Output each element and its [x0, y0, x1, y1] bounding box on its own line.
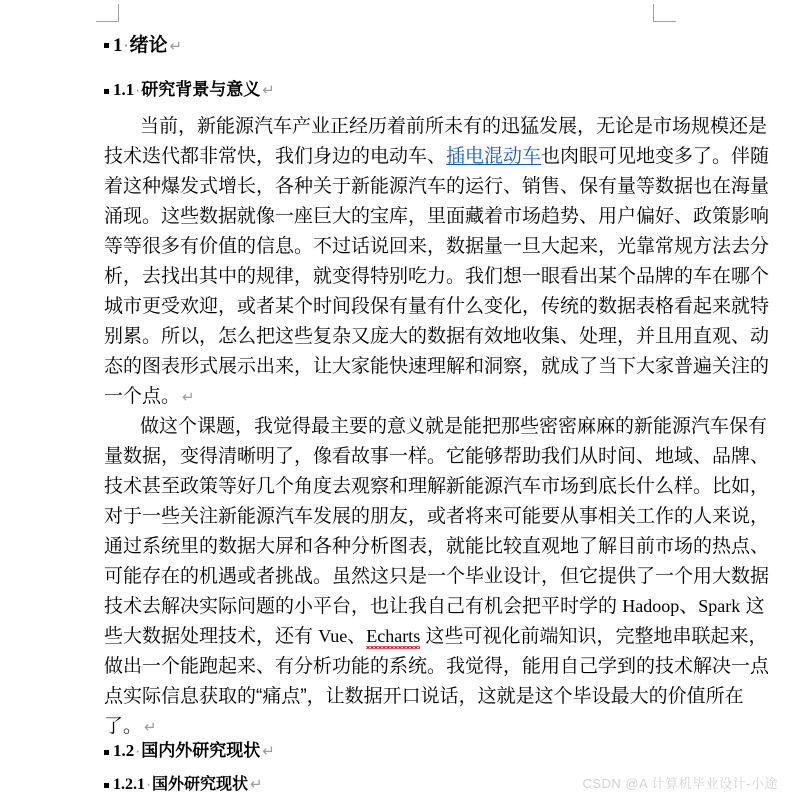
outline-marker-icon — [104, 783, 109, 788]
term-echarts-text: Echarts — [366, 626, 421, 646]
heading-1-number: 1 — [113, 35, 123, 56]
paragraph-text-segment: 些大数据处理技术，还有 — [104, 626, 319, 647]
paragraph-line: 点实际信息获取的“痛点”，让数据开口说话，这就是这个毕设最大的价值所在 — [104, 686, 744, 707]
paragraph-line: 可能存在的机遇或者挑战。虽然这只是一个毕业设计，但它提供了一个用大数据 — [104, 566, 770, 587]
heading-number-separator — [123, 35, 130, 57]
paragraph-text-segment: 技术迭代都非常快，我们身边的电动车、 — [104, 146, 447, 167]
heading-number-separator — [145, 776, 152, 794]
paragraph-text-segment: 这些可视化前端知识，完整地串联起来， — [420, 626, 768, 647]
outline-marker-icon — [104, 750, 109, 755]
heading-1-2-title: 国内外研究现状 — [141, 741, 261, 760]
paragraph-line: 当前，新能源汽车产业正经历着前所未有的迅猛发展，无论是市场规模还是 — [140, 116, 768, 137]
paragraph-line — [104, 147, 769, 166]
page-corner-mark-top-left — [96, 4, 120, 26]
paragraph-mark-icon: ↵ — [169, 37, 183, 55]
paragraph-line: 等等很多有价值的信息。不过话说回来，数据量一旦大起来，光靠常规方法去分 — [104, 236, 770, 257]
page-corner-mark-top-right — [650, 4, 676, 26]
paragraph-line: 技术甚至政策等好几个角度去观察和理解新能源汽车市场到底长什么样。比如， — [104, 476, 770, 497]
heading-1-1-title: 研究背景与意义 — [141, 80, 261, 99]
paragraph-line: 着这种爆发式增长，各种关于新能源汽车的运行、销售、保有量等数据也在海量 — [104, 176, 770, 197]
term-spark: Spark — [698, 596, 741, 616]
heading-1-2-1-title: 国外研究现状 — [152, 776, 249, 793]
term-vue: Vue — [318, 626, 348, 646]
heading-1-1-number: 1.1 — [113, 80, 135, 99]
outline-marker-icon — [104, 89, 109, 94]
paragraph-text-segment: 这 — [740, 596, 765, 617]
paragraph-line — [104, 717, 157, 737]
paragraph-text-segment: 一个点。 — [104, 386, 181, 407]
heading-1-2-number: 1.2 — [113, 741, 135, 760]
list-separator: 、 — [347, 626, 367, 647]
paragraph-mark-icon: ↵ — [262, 81, 275, 99]
paragraph-line: 对于一些关注新能源汽车发展的朋友，或者将来可能要从事相关工作的人来说， — [104, 506, 770, 527]
heading-1-2-1-number: 1.2.1 — [113, 776, 145, 793]
hyperlink-plugin-hybrid-vehicle[interactable]: 插电混动车 — [446, 146, 542, 167]
paragraph-line: 量数据，变得清晰明了，像看故事一样。它能够帮助我们从时间、地域、品牌、 — [104, 446, 770, 467]
paragraph-line: 通过系统里的数据大屏和各种分析图表，就能比较直观地了解目前市场的热点、 — [104, 536, 770, 557]
paragraph-line — [104, 387, 195, 407]
paragraph-mark-icon: ↵ — [250, 775, 263, 793]
heading-1-introduction — [104, 30, 182, 57]
spellcheck-underline-icon — [366, 646, 420, 649]
list-separator: 、 — [679, 596, 699, 617]
heading-1-title: 绪论 — [129, 35, 168, 56]
watermark: CSDN @A 计算机毕业设计-小途 — [582, 776, 778, 791]
paragraph-line — [104, 597, 765, 616]
paragraph-line: 做这个课题，我觉得最主要的意义就是能把那些密密麻麻的新能源汽车保有 — [140, 416, 768, 437]
paragraph-line: 做出一个能跑起来、有分析功能的系统。我觉得，能用自己学到的技术解决一点 — [104, 656, 770, 677]
paragraph-text-segment: 技术去解决实际问题的小平台，也让我自己有机会把平时学的 — [104, 596, 623, 617]
paragraph-line: 析，去找出其中的规律，就变得特别吃力。我们想一眼看出某个品牌的车在哪个 — [104, 266, 770, 287]
paragraph-line: 涌现。这些数据就像一座巨大的宝库，里面藏着市场趋势、用户偏好、政策影响 — [104, 206, 770, 227]
paragraph-mark-icon: ↵ — [182, 388, 195, 406]
term-echarts-misspelled — [366, 627, 420, 646]
paragraph-mark-icon: ↵ — [144, 718, 157, 736]
paragraph-text-segment: 也肉眼可见地变多了。伴随 — [541, 146, 770, 167]
paragraph-line: 别累。所以，怎么把这些复杂又庞大的数据有效地收集、处理，并且用直观、动 — [104, 326, 770, 347]
heading-1-2-1-foreign-research-status — [104, 771, 263, 794]
paragraph-text-segment: 了。 — [104, 716, 143, 737]
paragraph-line: 态的图表形式展示出来，让大家能快速理解和洞察，就成了当下大家普遍关注的 — [104, 356, 770, 377]
paragraph-mark-icon: ↵ — [262, 742, 275, 760]
paragraph-line — [104, 627, 767, 646]
heading-1-2-research-status — [104, 736, 275, 761]
term-hadoop: Hadoop — [622, 596, 680, 616]
paragraph-line: 城市更受欢迎，或者某个时间段保有量有什么变化，传统的数据表格看起来就特 — [104, 296, 770, 317]
heading-1-1-background-significance — [104, 75, 275, 100]
outline-marker-icon — [104, 43, 109, 48]
